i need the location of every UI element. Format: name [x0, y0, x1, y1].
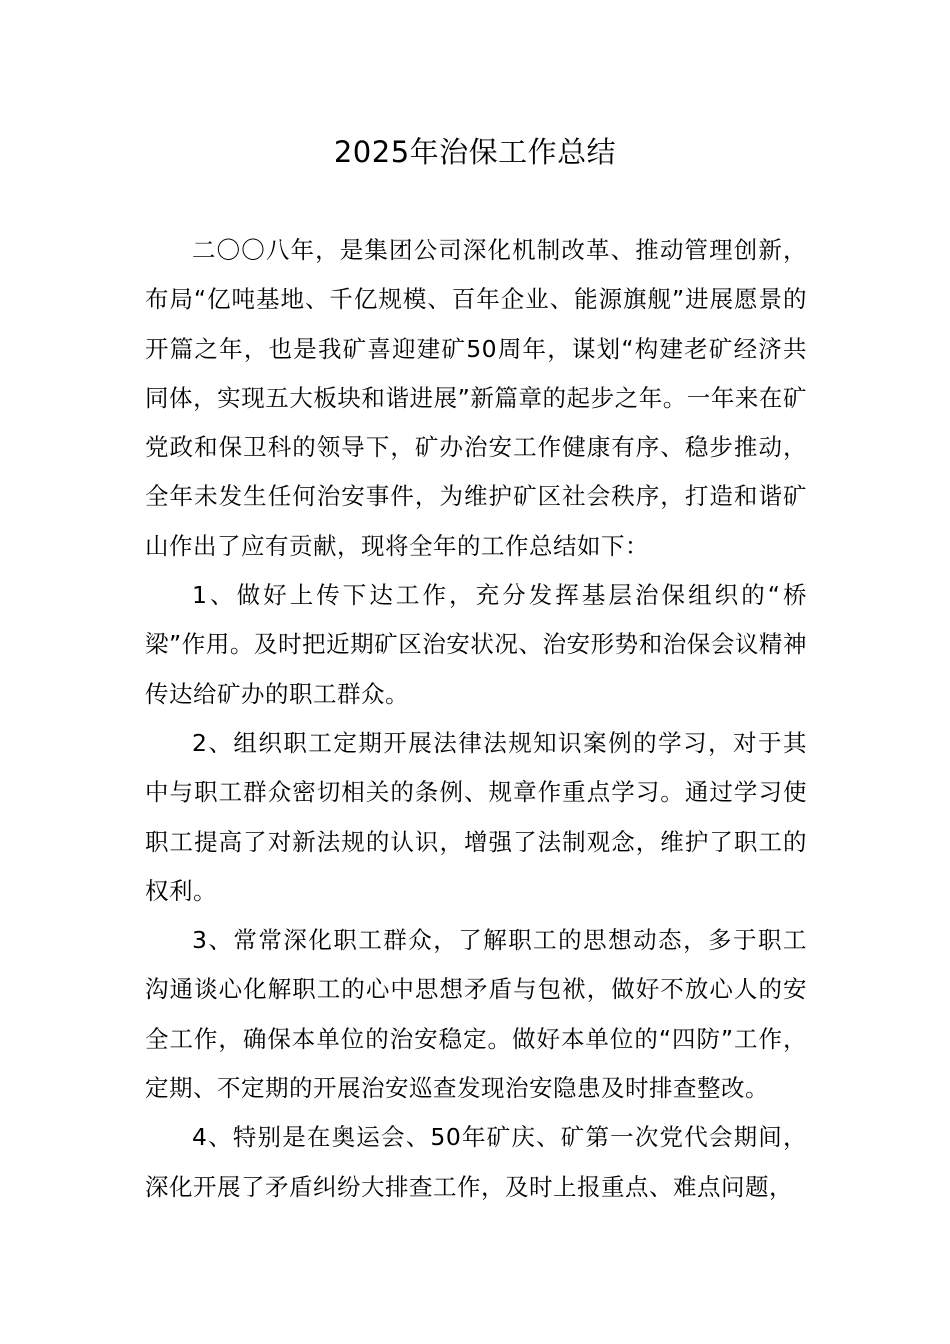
- document-title: 2025年治保工作总结: [333, 135, 617, 169]
- paragraph-item-3: 3、常常深化职工群众，了解职工的思想动态，多于职工沟通谈心化解职工的心中思想矛盾与包袱，做好不放心人的安全工作，确保本单位的治安稳定。做好本单位的“四防”工作，定期、不定期的开展治安巡查发现治安隐患及时排查整改。: [145, 926, 807, 1103]
- paragraph-item-2: 2、组织职工定期开展法律法规知识案例的学习，对于其中与职工群众密切相关的条例、规章作重点学习。通过学习使职工提高了对新法规的认识，增强了法制观念，维护了职工的权利。: [145, 728, 807, 905]
- paragraph-intro: 二〇〇八年，是集团公司深化机制改革、推动管理创新，布局“亿吨基地、千亿规模、百年企业、能源旗舰”进展愿景的开篇之年，也是我矿喜迎建矿50周年，谋划“构建老矿经济共同体，实现五大板块和谐进展”新篇章的起步之年。一年来在矿党政和保卫科的领导下，矿办治安工作健康有序、稳步推动，全年未发生任何治安事件，为维护矿区社会秩序，打造和谐矿山作出了应有贡献，现将全年的工作总结如下：: [145, 236, 807, 560]
- document-body: [145, 226, 807, 1212]
- paragraph-item-4: 4、特别是在奥运会、50年矿庆、矿第一次党代会期间，深化开展了矛盾纠纷大排查工作，及时上报重点、难点问题，: [145, 1123, 807, 1201]
- paragraph-item-1: 1、做好上传下达工作，充分发挥基层治保组织的“桥梁”作用。及时把近期矿区治安状况、治安形势和治保会议精神传达给矿办的职工群众。: [145, 581, 807, 708]
